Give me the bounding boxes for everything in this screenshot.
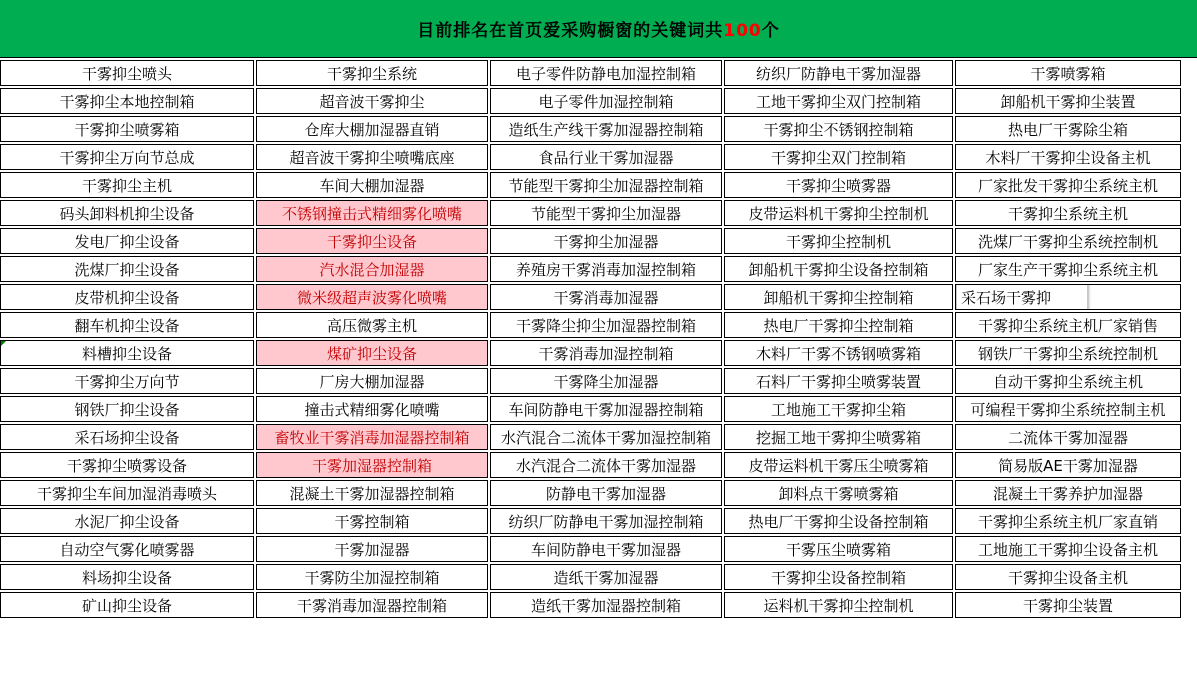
table-row (0, 312, 1181, 338)
keyword-cell[interactable]: 干雾抑尘设备 (256, 228, 488, 254)
keyword-cell[interactable]: 水汽混合二流体干雾加湿器 (490, 452, 722, 478)
keyword-cell[interactable]: 纺织厂防静电干雾加湿器 (724, 60, 953, 86)
keyword-cell[interactable]: 卸船机干雾抑尘装置 (955, 88, 1181, 114)
keyword-cell[interactable]: 运料机干雾抑尘控制机 (724, 592, 953, 618)
keyword-cell[interactable]: 车间大棚加湿器 (256, 172, 488, 198)
keyword-cell[interactable]: 皮带机抑尘设备 (0, 284, 254, 310)
sheet-title-banner[interactable] (0, 0, 1197, 58)
keyword-cell[interactable]: 洗煤厂干雾抑尘系统控制机 (955, 228, 1181, 254)
keyword-cell[interactable]: 防静电干雾加湿器 (490, 480, 722, 506)
table-row (0, 172, 1181, 198)
keyword-cell[interactable]: 节能型干雾抑尘加湿器 (490, 200, 722, 226)
table-row (0, 480, 1181, 506)
table-row (0, 508, 1181, 534)
keyword-table (0, 58, 1183, 620)
keyword-cell[interactable]: 不锈钢撞击式精细雾化喷嘴 (256, 200, 488, 226)
keyword-cell[interactable]: 皮带运料机干雾压尘喷雾箱 (724, 452, 953, 478)
keyword-cell[interactable]: 干雾抑尘装置 (955, 592, 1181, 618)
keyword-cell[interactable]: 厂家批发干雾抑尘系统主机 (955, 172, 1181, 198)
keyword-cell[interactable]: 节能型干雾抑尘加湿器控制箱 (490, 172, 722, 198)
keyword-cell[interactable]: 码头卸料机抑尘设备 (0, 200, 254, 226)
keyword-cell[interactable]: 热电厂干雾除尘箱 (955, 116, 1181, 142)
keyword-cell[interactable]: 工地施工干雾抑尘箱 (724, 396, 953, 422)
title-suffix: 个 (761, 21, 780, 41)
keyword-cell[interactable]: 干雾抑尘系统 (256, 60, 488, 86)
table-row (0, 116, 1181, 142)
table-row (0, 536, 1181, 562)
keyword-cell[interactable]: 微米级超声波雾化喷嘴 (256, 284, 488, 310)
keyword-cell[interactable]: 石料厂干雾抑尘喷雾装置 (724, 368, 953, 394)
keyword-cell[interactable]: 干雾抑尘喷雾设备 (0, 452, 254, 478)
keyword-cell[interactable]: 造纸干雾加湿器 (490, 564, 722, 590)
keyword-cell[interactable]: 水汽混合二流体干雾加湿控制箱 (490, 424, 722, 450)
cell-edit-box[interactable]: 采石场干雾抑 (956, 284, 1088, 310)
keyword-cell[interactable]: 干雾抑尘系统主机厂家直销 (955, 508, 1181, 534)
keyword-cell[interactable]: 采石场抑尘设备 (0, 424, 254, 450)
keyword-cell[interactable]: 干雾压尘喷雾箱 (724, 536, 953, 562)
keyword-cell[interactable]: 干雾加湿器 (256, 536, 488, 562)
keyword-cell[interactable]: 干雾抑尘喷头 (0, 60, 254, 86)
keyword-cell[interactable]: 皮带运料机干雾抑尘控制机 (724, 200, 953, 226)
keyword-cell[interactable]: 超音波干雾抑尘喷嘴底座 (256, 144, 488, 170)
keyword-cell[interactable]: 木料厂干雾抑尘设备主机 (955, 144, 1181, 170)
keyword-cell[interactable]: 干雾抑尘喷雾器 (724, 172, 953, 198)
keyword-cell[interactable]: 钢铁厂抑尘设备 (0, 396, 254, 422)
keyword-cell[interactable]: 钢铁厂干雾抑尘系统控制机 (955, 340, 1181, 366)
keyword-cell[interactable]: 热电厂干雾抑尘设备控制箱 (724, 508, 953, 534)
keyword-table-body (0, 60, 1181, 618)
keyword-cell[interactable]: 二流体干雾加湿器 (955, 424, 1181, 450)
keyword-cell[interactable]: 料槽抑尘设备 (0, 340, 254, 366)
table-row (0, 228, 1181, 254)
keyword-cell[interactable]: 可编程干雾抑尘系统控制主机 (955, 396, 1181, 422)
keyword-cell[interactable]: 厂房大棚加湿器 (256, 368, 488, 394)
keyword-cell[interactable]: 洗煤厂抑尘设备 (0, 256, 254, 282)
title-prefix: 目前排名在首页爱采购橱窗的关键词共 (417, 21, 724, 41)
keyword-cell[interactable]: 发电厂抑尘设备 (0, 228, 254, 254)
table-row (0, 284, 1181, 310)
keyword-cell[interactable]: 翻车机抑尘设备 (0, 312, 254, 338)
page-title (417, 16, 780, 41)
keyword-cell[interactable] (955, 284, 1181, 310)
keyword-cell[interactable]: 干雾抑尘喷雾箱 (0, 116, 254, 142)
keyword-cell[interactable]: 挖掘工地干雾抑尘喷雾箱 (724, 424, 953, 450)
keyword-cell[interactable]: 干雾防尘加湿控制箱 (256, 564, 488, 590)
keyword-cell[interactable]: 撞击式精细雾化喷嘴 (256, 396, 488, 422)
table-row (0, 452, 1181, 478)
keyword-cell[interactable]: 车间防静电干雾加湿器控制箱 (490, 396, 722, 422)
keyword-cell[interactable]: 干雾降尘加湿器 (490, 368, 722, 394)
keyword-cell[interactable]: 汽水混合加湿器 (256, 256, 488, 282)
keyword-cell[interactable]: 干雾抑尘车间加湿消毒喷头 (0, 480, 254, 506)
keyword-cell[interactable]: 养殖房干雾消毒加湿控制箱 (490, 256, 722, 282)
keyword-cell[interactable]: 简易版AE干雾加湿器 (955, 452, 1181, 478)
keyword-cell[interactable]: 干雾喷雾箱 (955, 60, 1181, 86)
keyword-cell[interactable]: 工地施工干雾抑尘设备主机 (955, 536, 1181, 562)
table-row (0, 592, 1181, 618)
keyword-cell[interactable]: 卸料点干雾喷雾箱 (724, 480, 953, 506)
table-row (0, 396, 1181, 422)
keyword-cell[interactable]: 电子零件防静电加湿控制箱 (490, 60, 722, 86)
keyword-cell[interactable]: 卸船机干雾抑尘设备控制箱 (724, 256, 953, 282)
keyword-cell[interactable]: 高压微雾主机 (256, 312, 488, 338)
table-row (0, 200, 1181, 226)
keyword-cell[interactable]: 干雾抑尘本地控制箱 (0, 88, 254, 114)
keyword-count: 100 (723, 21, 762, 41)
keyword-cell[interactable]: 畜牧业干雾消毒加湿器控制箱 (256, 424, 488, 450)
keyword-cell[interactable]: 混凝土干雾养护加湿器 (955, 480, 1181, 506)
keyword-cell[interactable]: 自动干雾抑尘系统主机 (955, 368, 1181, 394)
keyword-cell[interactable]: 干雾消毒加湿控制箱 (490, 340, 722, 366)
keyword-cell[interactable]: 木料厂干雾不锈钢喷雾箱 (724, 340, 953, 366)
keyword-cell[interactable]: 干雾抑尘控制机 (724, 228, 953, 254)
keyword-cell[interactable]: 热电厂干雾抑尘控制箱 (724, 312, 953, 338)
keyword-cell[interactable]: 干雾抑尘设备主机 (955, 564, 1181, 590)
keyword-cell[interactable]: 干雾降尘抑尘加湿器控制箱 (490, 312, 722, 338)
keyword-cell[interactable]: 造纸生产线干雾加湿器控制箱 (490, 116, 722, 142)
keyword-cell[interactable]: 纺织厂防静电干雾加湿控制箱 (490, 508, 722, 534)
table-row (0, 368, 1181, 394)
keyword-cell[interactable]: 卸船机干雾抑尘控制箱 (724, 284, 953, 310)
keyword-cell[interactable]: 干雾抑尘双门控制箱 (724, 144, 953, 170)
keyword-cell[interactable]: 干雾抑尘加湿器 (490, 228, 722, 254)
keyword-cell[interactable]: 食品行业干雾加湿器 (490, 144, 722, 170)
keyword-cell[interactable]: 干雾抑尘万向节总成 (0, 144, 254, 170)
keyword-cell[interactable]: 干雾抑尘主机 (0, 172, 254, 198)
keyword-cell[interactable]: 干雾抑尘设备控制箱 (724, 564, 953, 590)
table-row (0, 60, 1181, 86)
keyword-cell[interactable]: 仓库大棚加湿器直销 (256, 116, 488, 142)
keyword-cell[interactable]: 料场抑尘设备 (0, 564, 254, 590)
keyword-cell[interactable]: 煤矿抑尘设备 (256, 340, 488, 366)
keyword-cell[interactable]: 干雾消毒加湿器 (490, 284, 722, 310)
keyword-cell[interactable]: 超音波干雾抑尘 (256, 88, 488, 114)
keyword-cell[interactable]: 电子零件加湿控制箱 (490, 88, 722, 114)
table-row (0, 256, 1181, 282)
keyword-cell[interactable]: 工地干雾抑尘双门控制箱 (724, 88, 953, 114)
table-row (0, 88, 1181, 114)
keyword-cell[interactable]: 水泥厂抑尘设备 (0, 508, 254, 534)
keyword-cell[interactable]: 干雾加湿器控制箱 (256, 452, 488, 478)
keyword-cell[interactable]: 干雾抑尘系统主机 (955, 200, 1181, 226)
table-row (0, 144, 1181, 170)
table-row (0, 564, 1181, 590)
table-row (0, 340, 1181, 366)
keyword-cell[interactable]: 自动空气雾化喷雾器 (0, 536, 254, 562)
keyword-cell[interactable]: 干雾消毒加湿器控制箱 (256, 592, 488, 618)
keyword-cell[interactable]: 车间防静电干雾加湿器 (490, 536, 722, 562)
keyword-cell[interactable]: 干雾控制箱 (256, 508, 488, 534)
keyword-cell[interactable]: 造纸干雾加湿器控制箱 (490, 592, 722, 618)
keyword-cell[interactable]: 混凝土干雾加湿器控制箱 (256, 480, 488, 506)
keyword-cell[interactable]: 矿山抑尘设备 (0, 592, 254, 618)
keyword-cell[interactable]: 干雾抑尘不锈钢控制箱 (724, 116, 953, 142)
keyword-cell[interactable]: 厂家生产干雾抑尘系统主机 (955, 256, 1181, 282)
keyword-cell[interactable]: 干雾抑尘万向节 (0, 368, 254, 394)
comment-marker-icon (1, 341, 6, 346)
table-row (0, 424, 1181, 450)
keyword-cell[interactable]: 干雾抑尘系统主机厂家销售 (955, 312, 1181, 338)
